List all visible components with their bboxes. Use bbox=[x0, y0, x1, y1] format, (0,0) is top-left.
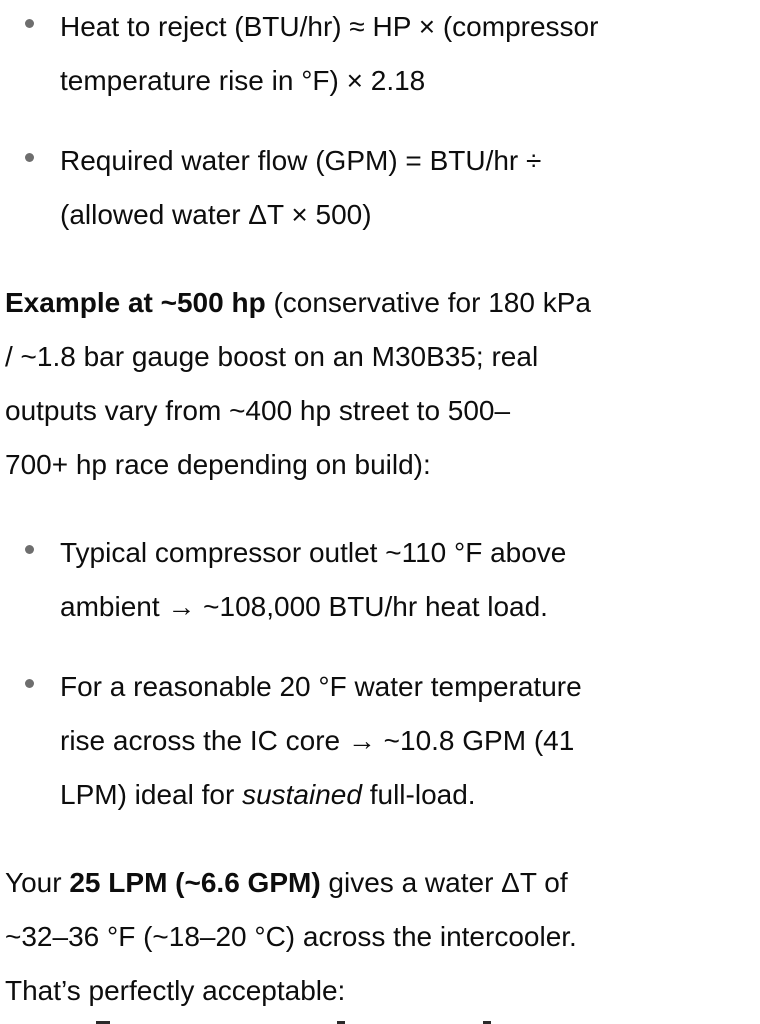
list-item-compressor-outlet bbox=[0, 526, 760, 634]
closing-paragraph bbox=[0, 856, 760, 1018]
paragraph-text: gives a water ΔT of bbox=[320, 867, 568, 898]
bullet-icon bbox=[25, 153, 34, 162]
flow-rate-bold: 25 LPM (~6.6 GPM) bbox=[69, 867, 321, 898]
example-heading-bold: Example at ~500 hp bbox=[5, 287, 266, 318]
formula-text: Required water flow (GPM) = BTU/hr ÷ bbox=[60, 145, 542, 176]
list-text: For a reasonable 20 °F water temperature bbox=[60, 671, 582, 702]
text-line bbox=[5, 964, 755, 1018]
text-line bbox=[5, 438, 755, 492]
paragraph-text: That’s perfectly acceptable: bbox=[5, 975, 346, 1006]
text-line bbox=[60, 660, 760, 714]
bullet-icon bbox=[25, 545, 34, 554]
text-line bbox=[5, 910, 755, 964]
emphasized-word: sustained bbox=[242, 779, 362, 810]
formula-text: Heat to reject (BTU/hr) ≈ HP × (compressor bbox=[60, 11, 599, 42]
text-line bbox=[60, 768, 760, 822]
list-text: ambient → ~108,000 BTU/hr heat load. bbox=[60, 591, 548, 622]
text-line bbox=[60, 0, 760, 54]
example-detail-list bbox=[0, 526, 760, 822]
paragraph-text: Your bbox=[5, 867, 70, 898]
list-text: rise across the IC core → ~10.8 GPM (41 bbox=[60, 725, 575, 756]
list-text: Typical compressor outlet ~110 °F above bbox=[60, 537, 567, 568]
text-line bbox=[60, 526, 760, 580]
list-item-waterflow-formula bbox=[0, 134, 760, 242]
text-line bbox=[60, 188, 760, 242]
text-line bbox=[5, 276, 755, 330]
text-line bbox=[60, 714, 760, 768]
example-paragraph bbox=[0, 276, 760, 492]
list-item-water-temp-rise bbox=[0, 660, 760, 822]
text-line bbox=[5, 330, 755, 384]
list-text: LPM) ideal for bbox=[60, 779, 243, 810]
text-line bbox=[5, 384, 755, 438]
bullet-icon bbox=[25, 679, 34, 688]
list-text: full-load. bbox=[361, 779, 476, 810]
formula-text: (allowed water ΔT × 500) bbox=[60, 199, 372, 230]
formula-list bbox=[0, 0, 760, 242]
formula-text: temperature rise in °F) × 2.18 bbox=[60, 65, 426, 96]
text-line bbox=[60, 134, 760, 188]
text-line bbox=[60, 54, 760, 108]
list-item-heat-formula bbox=[0, 0, 760, 108]
paragraph-text: (conservative for 180 kPa bbox=[265, 287, 591, 318]
paragraph-text: ~32–36 °F (~18–20 °C) across the intercooler. bbox=[5, 921, 577, 952]
bullet-icon bbox=[25, 19, 34, 28]
text-line bbox=[60, 580, 760, 634]
paragraph-text: 700+ hp race depending on build): bbox=[5, 449, 431, 480]
paragraph-text: outputs vary from ~400 hp street to 500– bbox=[5, 395, 511, 426]
text-line bbox=[5, 856, 755, 910]
paragraph-text: / ~1.8 bar gauge boost on an M30B35; real bbox=[5, 341, 539, 372]
